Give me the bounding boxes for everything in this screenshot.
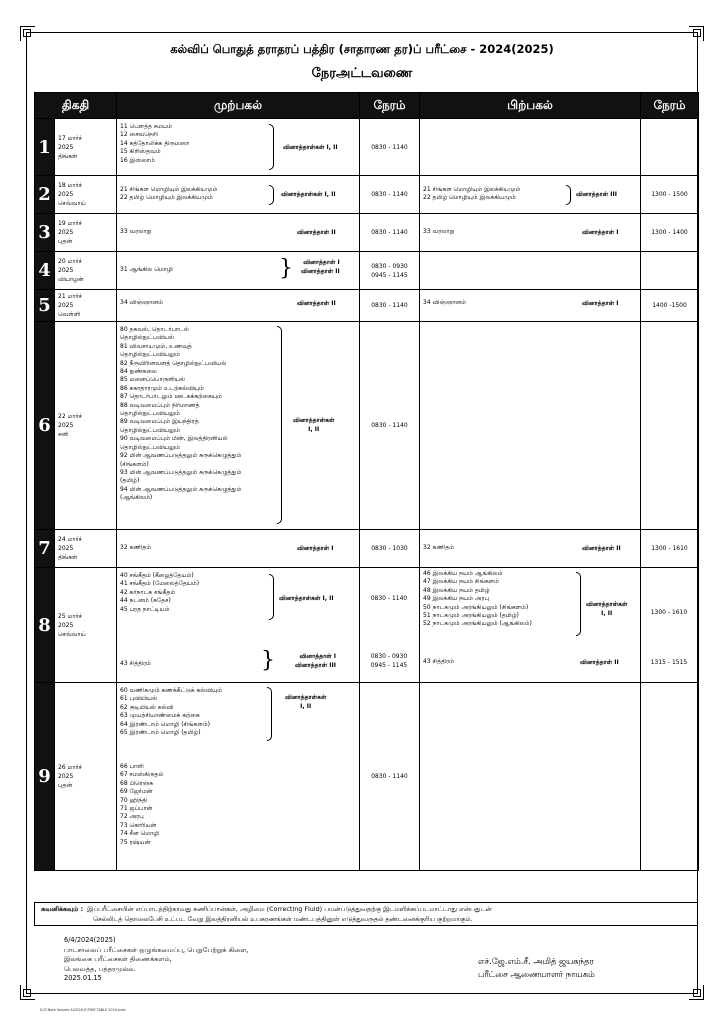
paper-label: வினாத்தாள் III xyxy=(576,191,617,198)
afternoon-time: 1400 -1500 xyxy=(641,290,699,322)
signer-name: எச்.ஜே.எம்.சீ. அமித் ஜயசுந்தர xyxy=(478,956,594,966)
paper-label: வினாத்தாள் II xyxy=(582,545,621,552)
day-number: 1 xyxy=(35,119,55,176)
paper-label: வினாத்தாள் I xyxy=(297,545,334,552)
morning-time: 0830 - 1140 xyxy=(360,119,420,176)
brace-icon xyxy=(269,124,274,170)
paper-label: வினாத்தாள்கள் I, II xyxy=(285,694,327,710)
paper-label: வினாத்தாள்கள் I, II xyxy=(279,595,334,602)
morning-subjects: 34 விஞ்ஞானம் வினாத்தாள் II xyxy=(117,290,360,322)
day-number: 4 xyxy=(35,252,55,290)
signature-block xyxy=(478,955,595,980)
table-row xyxy=(35,214,699,252)
morning-time: 0830 - 0930 0945 - 1145 xyxy=(360,252,420,290)
page-title: கல்விப் பொதுத் தராதரப் பத்திர (சாதாரண தர)ப் பரீட்சை - 2024(2025) xyxy=(170,42,554,56)
col-header-time: நேரம் xyxy=(641,93,699,119)
paper-label: வினாத்தாள்கள் I, II xyxy=(293,417,335,433)
exam-date: 21 மார்ச் 2025 வெள்ளி xyxy=(55,290,117,322)
morning-time: 0830 - 1140 xyxy=(360,290,420,322)
paper-label: வினாத்தாள் II xyxy=(580,659,619,666)
table-row xyxy=(35,252,699,290)
day-number: 7 xyxy=(35,530,55,568)
issuer-address: 6/4/2024(2025) பாடசாலைப் பரீட்சைகள் ஒழுங்கமைப்பு, பெறுபேற்றுக் கிளை, இலங்கை பரீட்சைகள் திணைக்களம், பெலவத்த, பத்தரமுல்ல. 2025.01.15 xyxy=(64,936,249,982)
paper-label: வினாத்தாள் II xyxy=(297,229,336,236)
paper-label: வினாத்தாள் I xyxy=(582,300,619,307)
table-row xyxy=(35,290,699,322)
day-number: 6 xyxy=(35,322,55,530)
afternoon-subjects: 21 சிங்கள மொழியும் இலக்கியமும் 22 தமிழ் மொழியும் இலக்கியமும் வினாத்தாள் III xyxy=(420,176,641,214)
brace-icon xyxy=(576,572,581,636)
afternoon-time: 1300 - 1610 xyxy=(641,530,699,568)
notice-text: இப்பரீட்சையின் எப்பாடத்திற்காவது கணிப்பான்கள், அழிமை (Correcting Fluid) பயன்படுத்துவதற்கு இடமளிக்கப்படமாட்டாது என்பதுடன் xyxy=(87,905,492,913)
paper-label: வினாத்தாள்கள் I, II xyxy=(586,601,628,617)
table-row xyxy=(35,530,699,568)
brace-icon xyxy=(277,326,282,524)
col-header-morning: முற்பகல் xyxy=(117,93,360,119)
afternoon-time xyxy=(641,252,699,290)
day-number: 9 xyxy=(35,683,55,871)
paper-label: வினாத்தாள் I வினாத்தாள் II xyxy=(301,259,340,275)
morning-time: 0830 - 1140 xyxy=(360,176,420,214)
morning-time: 0830 - 1140 xyxy=(360,322,420,530)
day-number: 5 xyxy=(35,290,55,322)
morning-subjects: 31 ஆங்கில மொழி } வினாத்தாள் I வினாத்தாள் II xyxy=(117,252,360,290)
afternoon-time: 1300 - 1400 xyxy=(641,214,699,252)
afternoon-time xyxy=(641,683,699,871)
afternoon-subjects xyxy=(420,683,641,871)
morning-subjects: 32 கணிதம் வினாத்தாள் I xyxy=(117,530,360,568)
table-row xyxy=(35,683,699,871)
page-subtitle: நேரஅட்டவணை xyxy=(311,66,413,81)
morning-subjects: 33 வரலாறு வினாத்தாள் II xyxy=(117,214,360,252)
brace-icon: } xyxy=(279,256,293,281)
afternoon-subjects: 46 இலக்கிய நயம் ஆங்கிலம் 47 இலக்கிய நயம் சிங்களம் 48 இலக்கிய நயம் தமிழ் 49 இலக்கிய நயம் அரபு 50 நாடகமும் அரங்கியலும் (சிங்களம்) 51 நாடகமும் அரங்கியலும் (தமிழ்) 52 நாடகமும் அரங்கியலும் (ஆங்கிலம்) வினாத்தாள்கள் I, II 43 சித்திரம் வினாத்தாள் II xyxy=(420,568,641,683)
afternoon-subjects: 33 வரலாறு வினாத்தாள் I xyxy=(420,214,641,252)
col-header-time: நேரம் xyxy=(360,93,420,119)
exam-date: 26 மார்ச் 2025 புதன் xyxy=(55,683,117,871)
day-number: 8 xyxy=(35,568,55,683)
morning-time: 0830 - 1140 0830 - 0930 0945 - 1145 xyxy=(360,568,420,683)
morning-time: 0830 - 1140 xyxy=(360,683,420,871)
morning-time: 0830 - 1140 xyxy=(360,214,420,252)
afternoon-subjects xyxy=(420,252,641,290)
notice-label: கவனிக்கவும் : xyxy=(41,905,84,913)
col-header-afternoon: பிற்பகல் xyxy=(420,93,641,119)
afternoon-time: 1300 - 1610 1315 - 1515 xyxy=(641,568,699,683)
paper-label: வினாத்தாள் I வினாத்தாள் III xyxy=(295,653,336,669)
day-number: 3 xyxy=(35,214,55,252)
brace-icon: } xyxy=(261,648,275,673)
afternoon-subjects xyxy=(420,119,641,176)
table-row xyxy=(35,568,699,683)
afternoon-subjects: 32 கணிதம் வினாத்தாள் II xyxy=(420,530,641,568)
exam-date: 24 மார்ச் 2025 திங்கள் xyxy=(55,530,117,568)
exam-date: 20 மார்ச் 2025 வியாழன் xyxy=(55,252,117,290)
brace-icon xyxy=(269,574,274,620)
exam-date: 22 மார்ச் 2025 சனி xyxy=(55,322,117,530)
timetable-header-row xyxy=(35,93,699,119)
table-row xyxy=(35,176,699,214)
exam-date: 19 மார்ச் 2025 புதன் xyxy=(55,214,117,252)
day-number: 2 xyxy=(35,176,55,214)
brace-icon xyxy=(566,185,571,205)
morning-subjects: 11 பௌத்த சமயம் 12 சைவநெறி 14 கத்தோலிக்க திருமறை 15 கிறிஸ்தவம் 16 இஸ்லாம் வினாத்தாள்கள் I, II xyxy=(117,119,360,176)
paper-label: வினாத்தாள் II xyxy=(297,300,336,307)
timetable xyxy=(34,92,699,871)
table-row xyxy=(35,119,699,176)
corner-ornament xyxy=(684,980,704,1000)
exam-date: 18 மார்ச் 2025 செவ்வாய் xyxy=(55,176,117,214)
paper-label: வினாத்தாள்கள் I, II xyxy=(281,191,336,198)
exam-date: 25 மார்ச் 2025 செவ்வாய் xyxy=(55,568,117,683)
morning-subjects: 21 சிங்கள மொழியும் இலக்கியமும் 22 தமிழ் மொழியும் இலக்கியமும் வினாத்தாள்கள் I, II xyxy=(117,176,360,214)
afternoon-time xyxy=(641,322,699,530)
notice-text: செல்லிடத் தொலைபேசி உட்பட வேறு இலத்திரனியல் உபகரணங்கள் மண்டபத்தினுள் எடுத்துவருதல் தண்டனைக்குரிய குற்றமாகும். xyxy=(93,914,473,923)
afternoon-subjects: 34 விஞ்ஞானம் வினாத்தாள் I xyxy=(420,290,641,322)
paper-label: வினாத்தாள் I xyxy=(582,229,619,236)
paper-label: வினாத்தாள்கள் I, II xyxy=(283,144,338,151)
afternoon-time xyxy=(641,119,699,176)
brace-icon xyxy=(269,185,274,205)
col-header-date: திகதி xyxy=(35,93,117,119)
corner-ornament xyxy=(20,980,40,1000)
morning-subjects: 80 தகவல், தொடர்பாடல் தொழில்நுட்பவியல் 81 விவசாயமும், உணவுத் தொழில்நுட்பவியலும் 82 நீருயிரினவளத் தொழில்நுட்பவியல் 84 நுண்கலை 85 மனைப்பொருளியல் 86 சுகாதாரமும் உடற்கல்வியும் 87 தொடர்பாடலும் ஊடகக்கற்கையும் 88 வடிவமைப்பும் நிர்மாணத் தொழில்நுட்பவியலும் 89 வடிவமைப்பும் இயந்திரத் தொழில்நுட்பவியலும் 90 வடிவமைப்பும் மின், இலத்திரனியல் தொழில்நுட்பவியலும் 92 மின் ஆவணப்படுத்தலும் சுருக்கெழுத்தும் (சிங்களம்) 93 மின் ஆவணப்படுத்தலும் சுருக்கெழுத்தும் (தமிழ்) 94 மின் ஆவணப்படுத்தலும் சுருக்கெழுத்தும் (ஆங்கிலம்) வினாத்தாள்கள் I, II xyxy=(117,322,360,530)
notice-box xyxy=(34,902,698,926)
afternoon-subjects xyxy=(420,322,641,530)
morning-subjects: 60 வணிகமும் கணக்கீட்டுக் கல்வியும் 61 புவியியல் 62 குடியியல் கல்வி 63 முயற்சியாண்மைக் கற்கை 64 இரண்டாம் மொழி (சிங்களம்) 65 இரண்டாம் மொழி (தமிழ்) வினாத்தாள்கள் I, II 66 பாளி 67 சமஸ்கிருதம் 68 பிரெஞ்சு 69 ஜேர்மன் 70 ஹிந்தி 71 ஜப்பான் 72 அரபு 73 கொரியன் 74 சீன மொழி 75 ரஷ்யன் xyxy=(117,683,360,871)
exam-date: 17 மார்ச் 2025 திங்கள் xyxy=(55,119,117,176)
afternoon-time: 1300 - 1500 xyxy=(641,176,699,214)
table-row xyxy=(35,322,699,530)
morning-time: 0830 - 1030 xyxy=(360,530,420,568)
signer-title: பரீட்சை ஆணையாளர் நாயகம் xyxy=(478,968,595,979)
file-reference: D:\T.Note Volume A\2024\O\TIME TABLE 2024.indd xyxy=(40,1008,126,1012)
morning-subjects: 40 சங்கீதம் (கீழைத்தேயம்) 41 சங்கீதம் (மேலைத்தேயம்) 42 கர்நாடக சங்கீதம் 44 நடனம் (சுதேச) 45 பரத நாட்டியம் வினாத்தாள்கள் I, II 43 சித்திரம் } வினாத்தாள் I வினாத்தாள் III xyxy=(117,568,360,683)
brace-icon xyxy=(267,687,272,741)
